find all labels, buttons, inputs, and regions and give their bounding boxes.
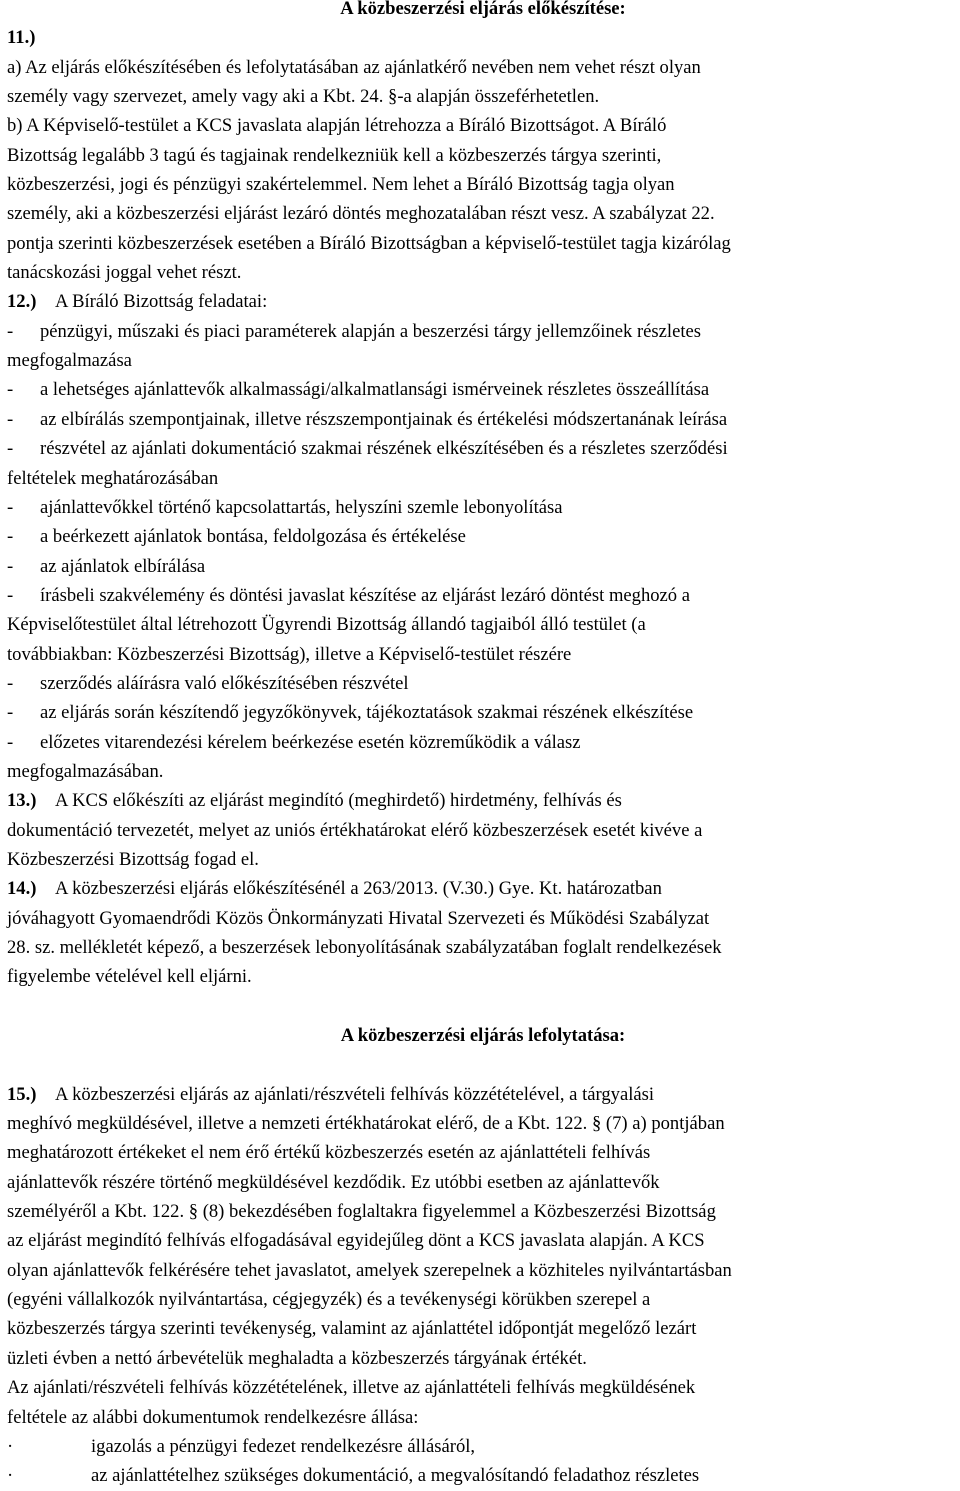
document-page — [7, 0, 959, 1491]
text-line: feltételek meghatározásában — [7, 467, 219, 489]
text: az elbírálás szempontjainak, illetve részszempontjainak és értékelési módszertanának leírása — [40, 408, 728, 430]
paragraph-12-first-line — [7, 287, 959, 316]
dash-marker: - — [7, 320, 14, 342]
text: A közbeszerzési eljárás az ajánlati/részvételi felhívás közzétételével, a tárgyalási — [55, 1083, 655, 1105]
dash-marker: - — [7, 584, 14, 606]
dash-marker: - — [7, 408, 14, 430]
paragraph-14-first-line — [7, 874, 959, 903]
text-line: ajánlattevők részére történő megküldésével kezdődik. Ez utóbbi esetben az ajánlattevők — [7, 1171, 660, 1193]
dash-marker: - — [7, 555, 14, 577]
text-line: Képviselőtestület által létrehozott Ügyrendi Bizottság állandó tagjaiból álló testület (a — [7, 614, 646, 636]
blank-line — [7, 1050, 959, 1079]
text-line: jóváhagyott Gyomaendrődi Közös Önkormányzati Hivatal Szervezeti és Működési Szabályzat — [7, 907, 710, 929]
dash-marker: - — [7, 496, 14, 518]
text-line: az eljárást megindító felhívás elfogadásával egyidejűleg dönt a KCS javaslata alapján. A KCS — [7, 1230, 705, 1252]
section-heading-conduct: A közbeszerzési eljárás lefolytatása: — [340, 1025, 626, 1047]
text-line: tanácskozási joggal vehet részt. — [7, 262, 242, 284]
text-line: olyan ajánlattevők felkérésére tehet javaslatot, amelyek szerepelnek a közhiteles nyilvántartásban — [7, 1259, 732, 1281]
section-heading-preparation: A közbeszerzési eljárás előkészítése: — [340, 0, 626, 19]
text: az ajánlattételhez szükséges dokumentáció, a megvalósítandó feladathoz részletes — [91, 1465, 700, 1487]
text-line: személyéről a Kbt. 122. § (8) bekezdésében foglaltakra figyelemmel a Közbeszerzési Bizottság — [7, 1201, 716, 1223]
text: pénzügyi, műszaki és piaci paraméterek alapján a beszerzési tárgy jellemzőinek részletes — [40, 320, 701, 342]
paragraph-number-15: 15.) — [7, 1083, 37, 1105]
paragraph-number-12: 12.) — [7, 291, 37, 313]
paragraph-number-14: 14.) — [7, 878, 37, 900]
text-line: b) A Képviselő-testület a KCS javaslata alapján létrehozza a Bíráló Bizottságot. A Bíráló — [7, 115, 667, 137]
list-item — [7, 728, 959, 757]
text: igazolás a pénzügyi fedezet rendelkezésre állásáról, — [91, 1435, 476, 1457]
text: ajánlattevőkkel történő kapcsolattartás, helyszíni szemle lebonyolítása — [40, 496, 563, 518]
text-line: közbeszerzési, jogi és pénzügyi szakértelemmel. Nem lehet a Bíráló Bizottság tagja olyan — [7, 174, 675, 196]
list-item — [7, 493, 959, 522]
text: előzetes vitarendezési kérelem beérkezése esetén közreműködik a válasz — [40, 731, 581, 753]
text-line: személy vagy szervezet, amely vagy aki a Kbt. 24. §-a alapján összeférhetetlen. — [7, 86, 600, 108]
list-item — [7, 581, 959, 610]
bullet-marker: · — [7, 1465, 14, 1487]
text-line: megfogalmazásában. — [7, 760, 164, 782]
text-line: (egyéni vállalkozók nyilvántartása, cégjegyzék) és a tevékenységi körükben szerepel a — [7, 1289, 651, 1311]
paragraph-15-first-line — [7, 1080, 959, 1109]
text-line: továbbiakban: Közbeszerzési Bizottság), illetve a Képviselő-testület részére — [7, 643, 572, 665]
list-item — [7, 375, 959, 404]
text: A Bíráló Bizottság feladatai: — [55, 291, 268, 313]
text: szerződés aláírásra való előkészítésében részvétel — [40, 672, 409, 694]
text-line: meghívó megküldésével, illetve a nemzeti értékhatárokat elérő, de a Kbt. 122. § (7) a) pontjában — [7, 1113, 725, 1135]
paragraph-13-first-line — [7, 786, 959, 815]
text-line: Az ajánlati/részvételi felhívás közzétételének, illetve az ajánlattételi felhívás megküldésének — [7, 1377, 696, 1399]
bullet-marker: · — [7, 1435, 14, 1457]
dash-marker: - — [7, 438, 14, 460]
text: az eljárás során készítendő jegyzőkönyvek, tájékoztatások szakmai részének elkészítése — [40, 702, 694, 724]
dash-marker: - — [7, 526, 14, 548]
list-item — [7, 434, 959, 463]
text-line: megfogalmazása — [7, 350, 132, 372]
text-line: Bizottság legalább 3 tagú és tagjainak rendelkezniük kell a közbeszerzés tárgya szerinti, — [7, 144, 662, 166]
text-line: figyelembe vételével kell eljárni. — [7, 966, 252, 988]
text-line: meghatározott értékeket el nem érő értékű közbeszerzés esetén az ajánlattételi felhívás — [7, 1142, 651, 1164]
text: az ajánlatok elbírálása — [40, 555, 206, 577]
list-item — [7, 698, 959, 727]
list-item — [7, 669, 959, 698]
dash-marker: - — [7, 702, 14, 724]
text-line: üzleti évben a nettó árbevételük meghaladta a közbeszerzés tárgyának értékét. — [7, 1347, 587, 1369]
text-line: 28. sz. mellékletét képező, a beszerzések lebonyolításának szabályzatában foglalt rendelkezések — [7, 937, 722, 958]
blank-line — [7, 992, 959, 1021]
text: részvétel az ajánlati dokumentáció szakmai részének elkészítésében és a részletes szerződési — [40, 438, 728, 460]
text-line: a) Az eljárás előkészítésében és lefolytatásában az ajánlatkérő nevében nem vehet részt olyan — [7, 56, 701, 78]
text: a beérkezett ajánlatok bontása, feldolgozása és értékelése — [40, 526, 466, 548]
dash-marker: - — [7, 731, 14, 753]
dash-marker: - — [7, 672, 14, 694]
bullet-item — [7, 1432, 959, 1461]
text-line: személy, aki a közbeszerzési eljárást lezáró döntés meghozatalában részt vesz. A szabályzat 22. — [7, 203, 715, 225]
paragraph-number-13: 13.) — [7, 790, 37, 812]
text: A közbeszerzési eljárás előkészítésénél a 263/2013. (V.30.) Gye. Kt. határozatban — [55, 878, 662, 900]
list-item — [7, 522, 959, 551]
text-line: közbeszerzés tárgya szerinti tevékenység, valamint az ajánlattétel időpontját megelőző lezárt — [7, 1318, 697, 1340]
dash-marker: - — [7, 379, 14, 401]
text: a lehetséges ajánlattevők alkalmassági/alkalmatlansági ismérveinek részletes összeállítása — [40, 379, 710, 401]
text-line: pontja szerinti közbeszerzések esetében a Bíráló Bizottságban a képviselő-testület tagja kizárólag — [7, 232, 731, 254]
text-line: dokumentáció tervezetét, melyet az uniós értékhatárokat elérő közbeszerzések esetét kivéve a — [7, 819, 703, 841]
bullet-item — [7, 1461, 959, 1490]
text-line: feltétele az alábbi dokumentumok rendelkezésre állása: — [7, 1406, 419, 1428]
list-item — [7, 317, 959, 346]
text: A KCS előkészíti az eljárást megindító (meghirdető) hirdetmény, felhívás és — [55, 790, 622, 812]
text-line: Közbeszerzési Bizottság fogad el. — [7, 848, 259, 870]
list-item — [7, 405, 959, 434]
text: írásbeli szakvélemény és döntési javaslat készítése az eljárást lezáró döntést meghozó a — [40, 584, 691, 606]
list-item — [7, 552, 959, 581]
paragraph-number-11: 11.) — [7, 27, 36, 49]
